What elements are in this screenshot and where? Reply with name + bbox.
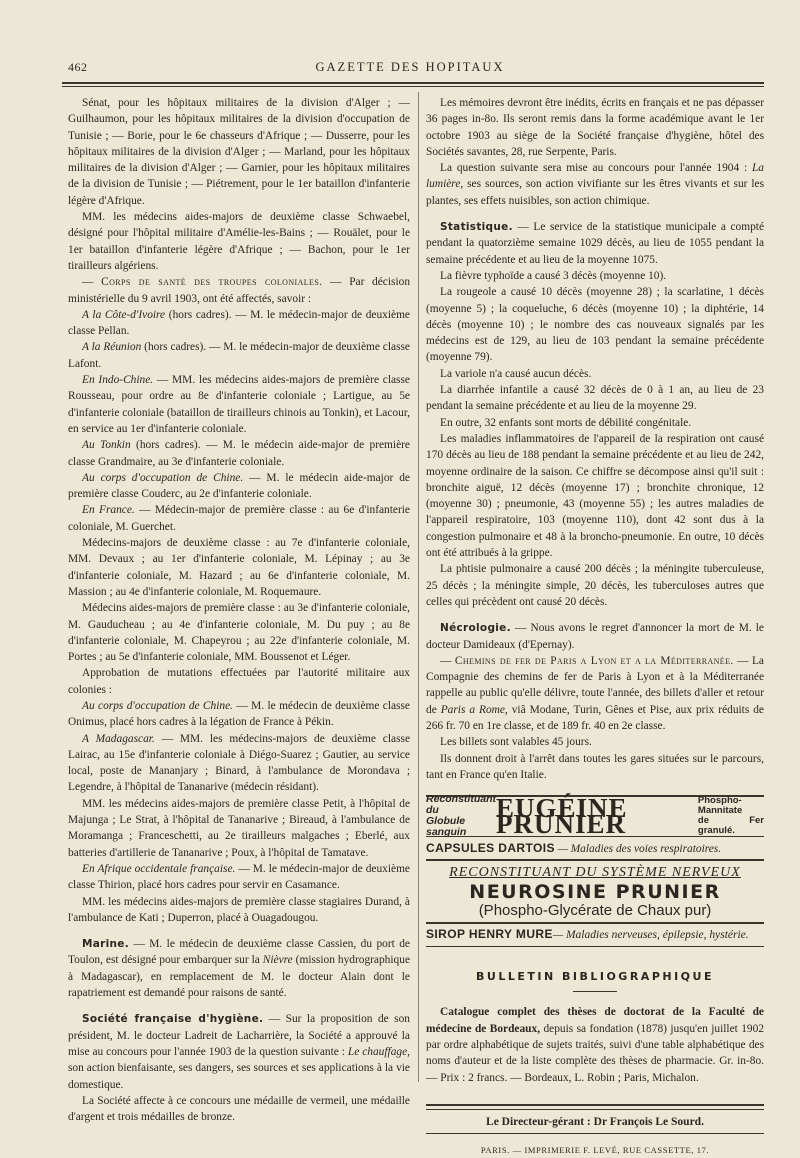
- ad-caption-line: de Fer granulé.: [697, 815, 764, 837]
- paragraph: La rougeole a causé 10 décès (moyenne 28) ; la scarlatine, 1 décès (moyenne 5) ; la coqueluche, 6 décès (moyenne 10) ; la diphtérie, 14 décès (moyenne 10) ; le nombre des cas nouveaux signalés par les médecins est de 129, au lieu de 103 pendant la semaine précédente (moyenne 79).: [426, 286, 764, 364]
- paragraph-text: — Par décision ministérielle du 9 avril 1903, ont été affectés, savoir :: [68, 276, 411, 305]
- place-name: En Indo-Chine.: [82, 374, 154, 387]
- ad-rule: [426, 946, 764, 947]
- paragraph: La phtisie pulmonaire a causé 200 décès ; la méningite tuberculeuse, 25 décès ; la méningite simple, 20 décès, les tuberculoses autres que celles qui précèdent ont causé 20 décès.: [426, 563, 764, 608]
- paragraph: MM. les médecins aides-majors de deuxième classe Schwaebel, désigné pour l'hôpital militaire d'Amélie-les-Bains ; — Rouälet, pour le 1er bataillon d'infanterie légère d'Afrique ; — Bachon, pour le 1er tirailleurs algériens.: [68, 211, 410, 272]
- paragraph-text: — M. le médecin aide-major de première classe Couderc, au 2e d'infanterie coloniale.: [68, 471, 410, 501]
- footer-rule-thin: [426, 1133, 764, 1134]
- ad-caption-line: Reconstituant du: [426, 793, 497, 817]
- place-name: Au corps d'occupation de Chine.: [82, 699, 233, 712]
- paragraph: La diarrhée infantile a causé 32 décès de 0 à 1 an, au lieu de 23 pendant la semaine précédente et au lieu de la moyenne 29.: [426, 384, 764, 413]
- paragraph-text: , ses sources, son action vivifiante sur les êtres vivants et sur les plantes, ses effets nuisibles, son action chimique.: [426, 178, 764, 207]
- paragraph: Approbation de mutations effectuées par l'autorité militaire aux colonies :: [68, 667, 410, 696]
- paragraph: En outre, 32 enfants sont morts de débilité congénitale.: [440, 416, 692, 429]
- ad-caption-line: Globule sanguin: [426, 815, 467, 839]
- ad-product-name: SIROP HENRY MURE: [426, 926, 553, 941]
- dash: —: [440, 654, 455, 667]
- place-name: En France.: [82, 504, 135, 517]
- column-separator: [418, 92, 419, 1082]
- left-column: [68, 95, 410, 1125]
- section-heading: Société française d'hygiène.: [82, 1013, 264, 1026]
- place-name: Au Tonkin: [82, 439, 131, 452]
- paragraph: La Société affecte à ce concours une médaille de vermeil, une médaille d'argent et trois médailles de bronze.: [68, 1094, 410, 1124]
- paragraph: [68, 307, 410, 340]
- paragraph-text: — Médecin-major de première classe : au 6e d'infanterie coloniale, M. Guerchet.: [68, 504, 410, 533]
- dash: —: [82, 276, 102, 289]
- section-heading: Nécrologie.: [440, 622, 511, 635]
- paragraph-text: (hors cadres). — M. le médecin aide-major de première classe Grandmaire, au 3e d'infanterie coloniale.: [68, 439, 410, 468]
- paragraph: Les mémoires devront être inédits, écrits en français et ne pas dépasser 36 pages in-8o. Ils seront remis dans la forme académique avant le 1er octobre 1903 au siège de la Société française d'hygiène, hôtel des Sociétés savantes, 28, rue Serpente, Paris.: [426, 97, 764, 158]
- paragraph: [68, 861, 410, 894]
- paragraph: [68, 502, 410, 535]
- place-name: A la Réunion: [82, 341, 142, 354]
- paragraph: Ils donnent droit à l'arrêt dans toutes les gares situées sur le parcours, tant en France qu'en Italie.: [426, 752, 764, 781]
- ad-caption-line: Phospho-Mannitate: [697, 795, 743, 817]
- paragraph-text: — La Compagnie des chemins de fer de Paris à Lyon et à la Méditerranée rappelle au public qu'elle délivre, toute l'année, des billets d'aller et retour de: [426, 654, 764, 716]
- ad-product-name: CAPSULES DARTOIS: [426, 841, 555, 856]
- paragraph-text: (hors cadres). — M. le médecin-major de deuxième classe Lafont.: [68, 341, 410, 370]
- paragraph: La variole n'a causé aucun décès.: [440, 367, 592, 380]
- section-heading: Marine.: [82, 938, 129, 951]
- paragraph: Médecins aides-majors de première classe : au 3e d'infanterie coloniale, M. Gauducheau ; au 4e d'infanterie coloniale, M. Du puy ; au 8e d'infanterie coloniale, M. Chapeyrou ; au 22e d'infanterie coloniale, M. Portes ; au 5e d'infanterie coloniale, MM. Boussenot et Léger.: [68, 602, 410, 664]
- ad-product-desc: — Maladies des voies respiratoires.: [554, 843, 722, 856]
- short-rule: [573, 991, 617, 992]
- ad-right-caption: [698, 796, 764, 836]
- footer-rule: [426, 1104, 764, 1106]
- paragraph-text: depuis sa fondation (1878) jusqu'en juillet 1902 par ordre alphabétique de sujets traités, suivi d'une table alphabétique des noms d'auteur et de la liste complète des thèses de pharmacie. Gr. in-8o. — Prix : 2 francs. — Bordeaux, L. Robin ; Paris, Michalon.: [426, 1022, 764, 1084]
- ad-rule: [426, 859, 764, 861]
- paragraph-text: — Nous avons le regret d'annoncer la mort de M. le docteur Damideaux (d'Epernay).: [426, 622, 764, 651]
- ad-phospho: (Phospho-Glycérate de Chaux pur): [478, 901, 712, 919]
- running-title: GAZETTE DES HOPITAUX: [315, 60, 505, 74]
- paragraph-text: (hors cadres). — M. le médecin-major de deuxième classe Pellan.: [68, 308, 410, 338]
- bulletin-entry-title: Catalogue complet des thèses de doctorat de la Faculté de médecine de Bordeaux,: [426, 1006, 764, 1035]
- paragraph-text: — M. le médecin-major de deuxième classe Thirion, placé hors cadres pour servir en Casamance.: [68, 862, 410, 892]
- place-name: A la Côte-d'Ivoire: [82, 308, 166, 321]
- paragraph: [68, 936, 410, 1001]
- paragraph-text: — Sur la proposition de son président, M. le docteur Ladreit de Lacharrière, la Société a approuvé la mise au concours pour l'année 1903 de la question suivante :: [68, 1013, 410, 1058]
- paragraph: [68, 731, 410, 796]
- paragraph: MM. les médecins aides-majors de première classe Petit, à l'hôpital de Majunga ; Le Strat, à l'hôpital de Tananarive ; Bireaud, à l'ambulance de Moramanga ; Franceschetti, au 2e tirailleurs malgaches ; Eberlé, aux batteries d'artillerie de Tananarive ; Poux, à l'hôpital de Tamatave.: [68, 797, 410, 859]
- paragraph: Sénat, pour les hôpitaux militaires de la division d'Alger ; — Guilhaumon, pour les hôpitaux militaires de la division d'occupation de Tunisie ; — Borie, pour le 6e chasseurs d'Afrique ; — Dusserre, pour les hôpitaux militaires de la division d'Alger ; — Marland, pour les hôpitaux militaires de la division d'Alger ; — Garnier, pour les hôpitaux militaires de la division de Tunisie ; — Piétrement, pour le 1er bataillon d'infanterie légère d'Afrique.: [68, 97, 410, 207]
- topic-name: Le chauffage: [347, 1045, 408, 1058]
- right-column: [426, 95, 764, 1158]
- section-heading: Statistique.: [440, 221, 513, 234]
- paragraph: [426, 620, 764, 653]
- paragraph: [426, 219, 764, 268]
- ad-product-desc: — Maladies nerveuses, épilepsie, hystérie.: [552, 928, 749, 941]
- paragraph: [68, 1011, 410, 1092]
- paragraph: Médecins-majors de deuxième classe : au 7e d'infanterie coloniale, MM. Devaux ; au 1er d'infanterie coloniale, M. Lépinay ; au 3e d'infanterie coloniale, M. Hazard ; au 6e d'infanterie coloniale, M. Massion ; au 4e d'infanterie coloniale, M. Roquemaure.: [68, 537, 410, 598]
- director-label: Le Directeur-gérant :: [486, 1115, 594, 1128]
- ad-eugeine-row: [426, 792, 764, 840]
- page-header: [60, 60, 760, 82]
- paragraph-text: — M. le médecin de deuxième classe Cassien, du port de Toulon, est désigné pour embarquer sur la: [68, 938, 410, 967]
- footer-rule-thin: [426, 1109, 764, 1110]
- paragraph: MM. les médecins aides-majors de première classe stagiaires Durand, à l'ambulance de Kati ; Duperron, placé à Ouagadougou.: [68, 895, 410, 924]
- paragraph: [426, 653, 764, 734]
- paragraph: [68, 437, 410, 470]
- paragraph-text: — M. le médecin de deuxième classe Onimus, placé hors cadres à la légation de France à Pékin.: [68, 699, 410, 729]
- ad-sirop: [426, 926, 764, 943]
- page-number: 462: [68, 60, 88, 74]
- bulletin-title: BULLETIN BIBLIOGRAPHIQUE: [476, 970, 714, 984]
- paragraph-text: , son action bienfaisante, ses dangers, ses sources et ses applications à la vie domestique.: [68, 1045, 411, 1091]
- paragraph-text: La question suivante sera mise au concours pour l'année 1904 :: [440, 162, 752, 175]
- paragraph-text: — MM. les médecins-majors de deuxième classe Lairac, au 15e d'infanterie coloniale à Diégo-Suarez ; Gautier, au service local, poste de Mananjary ; Binard, à l'ambulance de Morondava ; Legendre, à l'hôpital de Tananarive (médecin résidant).: [68, 732, 410, 794]
- paragraph-text: (mission hydrographique à Madagascar), en remplacement de M. le docteur Alain dont le rapatriement est demandé pour raisons de santé.: [68, 954, 410, 1000]
- ad-neurosine: NEUROSINE PRUNIER: [469, 880, 721, 903]
- paragraph: [426, 160, 764, 209]
- header-rule-thin: [62, 86, 764, 87]
- paragraph: Les billets sont valables 45 jours.: [440, 736, 592, 749]
- ad-reconstituant: RECONSTITUANT DU SYSTÈME NERVEUX: [449, 865, 741, 881]
- director-name: Dr François Le Sourd.: [593, 1115, 704, 1128]
- printer-line: PARIS. — IMPRIMERIE F. LEVÉ, RUE CASSETTE, 17.: [480, 1145, 710, 1156]
- ad-capsules: [426, 840, 764, 857]
- paragraph-text: — Le service de la statistique municipale a compté pendant la quatorzième semaine 1029 décès, au lieu de 1055 pendant la semaine précédente et au lieu de la moyenne 1075.: [426, 221, 764, 266]
- bulletin-entry: [426, 1004, 764, 1085]
- paragraph: [68, 274, 410, 307]
- paragraph: [68, 339, 410, 372]
- topic-name: La lumière: [426, 162, 764, 191]
- place-name: A Madagascar.: [82, 732, 155, 745]
- paragraph: [68, 470, 410, 503]
- paragraph: [68, 372, 410, 437]
- route-name: Paris a Rome: [440, 703, 505, 716]
- ship-name: Nièvre: [262, 954, 293, 967]
- place-name: Au corps d'occupation de Chine.: [82, 471, 244, 484]
- paragraph-text: — MM. les médecins aides-majors de première classe Rousseau, pour ordre au 8e d'infanterie coloniale ; Lartigue, au 5e d'infanterie coloniale (bataillon de tirailleurs chinois au Tonkin), et Lacour, en service au 1er d'infanterie coloniale.: [68, 374, 410, 435]
- paragraph-text: , viâ Modane, Turin, Gênes et Pise, aux prix réduits de 266 fr. 70 en 1re classe, et de 189 fr. 40 en 2e classe.: [426, 703, 764, 732]
- header-rule: [62, 82, 764, 84]
- section-heading: Corps de santé des troupes coloniales.: [101, 276, 323, 289]
- paragraph: La fièvre typhoïde a causé 3 décès (moyenne 10).: [440, 269, 667, 282]
- section-heading: Chemins de fer de Paris a Lyon et a la Méditerranée.: [454, 654, 734, 667]
- director-line: [426, 1114, 764, 1130]
- ad-brand: EUGÉINE PRUNIER: [496, 792, 628, 840]
- paragraph: Les maladies inflammatoires de l'appareil de la respiration ont causé 170 décès au lieu de 188 pendant la semaine précédente et au lieu de 242, moyenne ordinaire de la saison. Ce chiffre se décompose ainsi qu'il suit : bronchite aiguë, 12 décès (moyenne 17) ; bronchite chronique, 12 (moyenne 30) ; pneumonie, 43 (moyenne 55) ; les autres maladies de l'appareil respiratoire, 103 (moyenne 110), dont 42 sont dus à la congestion pulmonaire et 48 à la broncho-pneumonie. En outre, 10 décès ont été attribués à la grippe.: [426, 432, 764, 560]
- advertisement: [426, 792, 764, 947]
- ad-rule: [426, 922, 764, 924]
- place-name: En Afrique occidentale française.: [82, 862, 236, 875]
- paragraph: [68, 698, 410, 731]
- ad-left-caption: [426, 794, 496, 838]
